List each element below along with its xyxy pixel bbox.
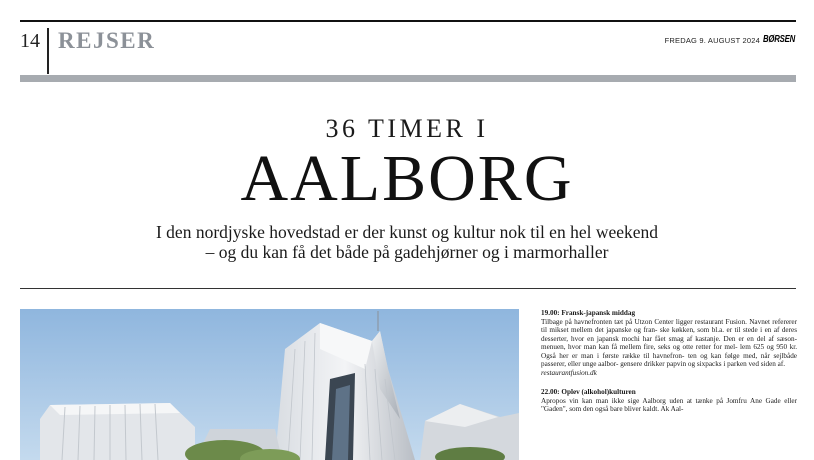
line: lem 625 og 950 kr. Også her er man i første række til havnefron- (541, 343, 797, 360)
line: Apropos vin kan man ikke sige Aalborg uden at tænke på Jomfru (541, 396, 747, 405)
deck-line-1: I den nordjyske hovedstad er der kunst og kultur nok til en hel weekend (155, 222, 659, 242)
subhead-dinner: 19.00: Fransk-japansk middag (541, 309, 636, 317)
publication-logo: BØRSEN (763, 34, 795, 45)
line: ske køkken, som bl.a. er til stede i en af deres desserter, hvor en (541, 326, 797, 343)
line: Fusion. Navnet refererer til mikset mellem det japanske og fran- (541, 317, 798, 334)
article-kicker: 36 TIMER I (325, 114, 489, 143)
top-rule (20, 20, 796, 22)
line: gensere drikker papvin og sixpacks i parken ved siden af. (620, 360, 786, 368)
article-column (541, 309, 797, 414)
header-band (20, 75, 796, 82)
deck-line-2: – og du kan få det både på gadehjørner og i marmorhaller (205, 242, 609, 262)
line: Ane Gade eller "Gaden", som den også bare bliver kaldt. Ak Aal- (541, 396, 797, 413)
line: ten og kan følge med, når sejlbåde passerer, eller unge aalbor- (541, 351, 797, 368)
header-divider (47, 28, 49, 74)
line: japansk mochi har fået smag af kastanje. Den er en del af sæson- (596, 334, 797, 343)
article-headline: AALBORG (240, 142, 574, 215)
paragraph-culture (541, 397, 797, 414)
paragraph-dinner (541, 318, 797, 378)
article-divider (20, 288, 796, 289)
page-number: 14 (20, 30, 40, 52)
line: Tilbage på havnefronten tæt på Utzon Center ligger restaurant (541, 317, 724, 326)
article-photo (20, 309, 519, 460)
line: menuen, hvor man kan få mellem fire, seks og otte retter for mel- (541, 343, 738, 351)
subhead-culture: 22.00: Oplev (alkohol)kulturen (541, 388, 636, 396)
restaurant-url: restaurantfusion.dk (541, 368, 597, 377)
issue-date: FREDAG 9. AUGUST 2024 (664, 36, 760, 45)
section-title: REJSER (58, 28, 156, 53)
article-deck (0, 222, 814, 262)
